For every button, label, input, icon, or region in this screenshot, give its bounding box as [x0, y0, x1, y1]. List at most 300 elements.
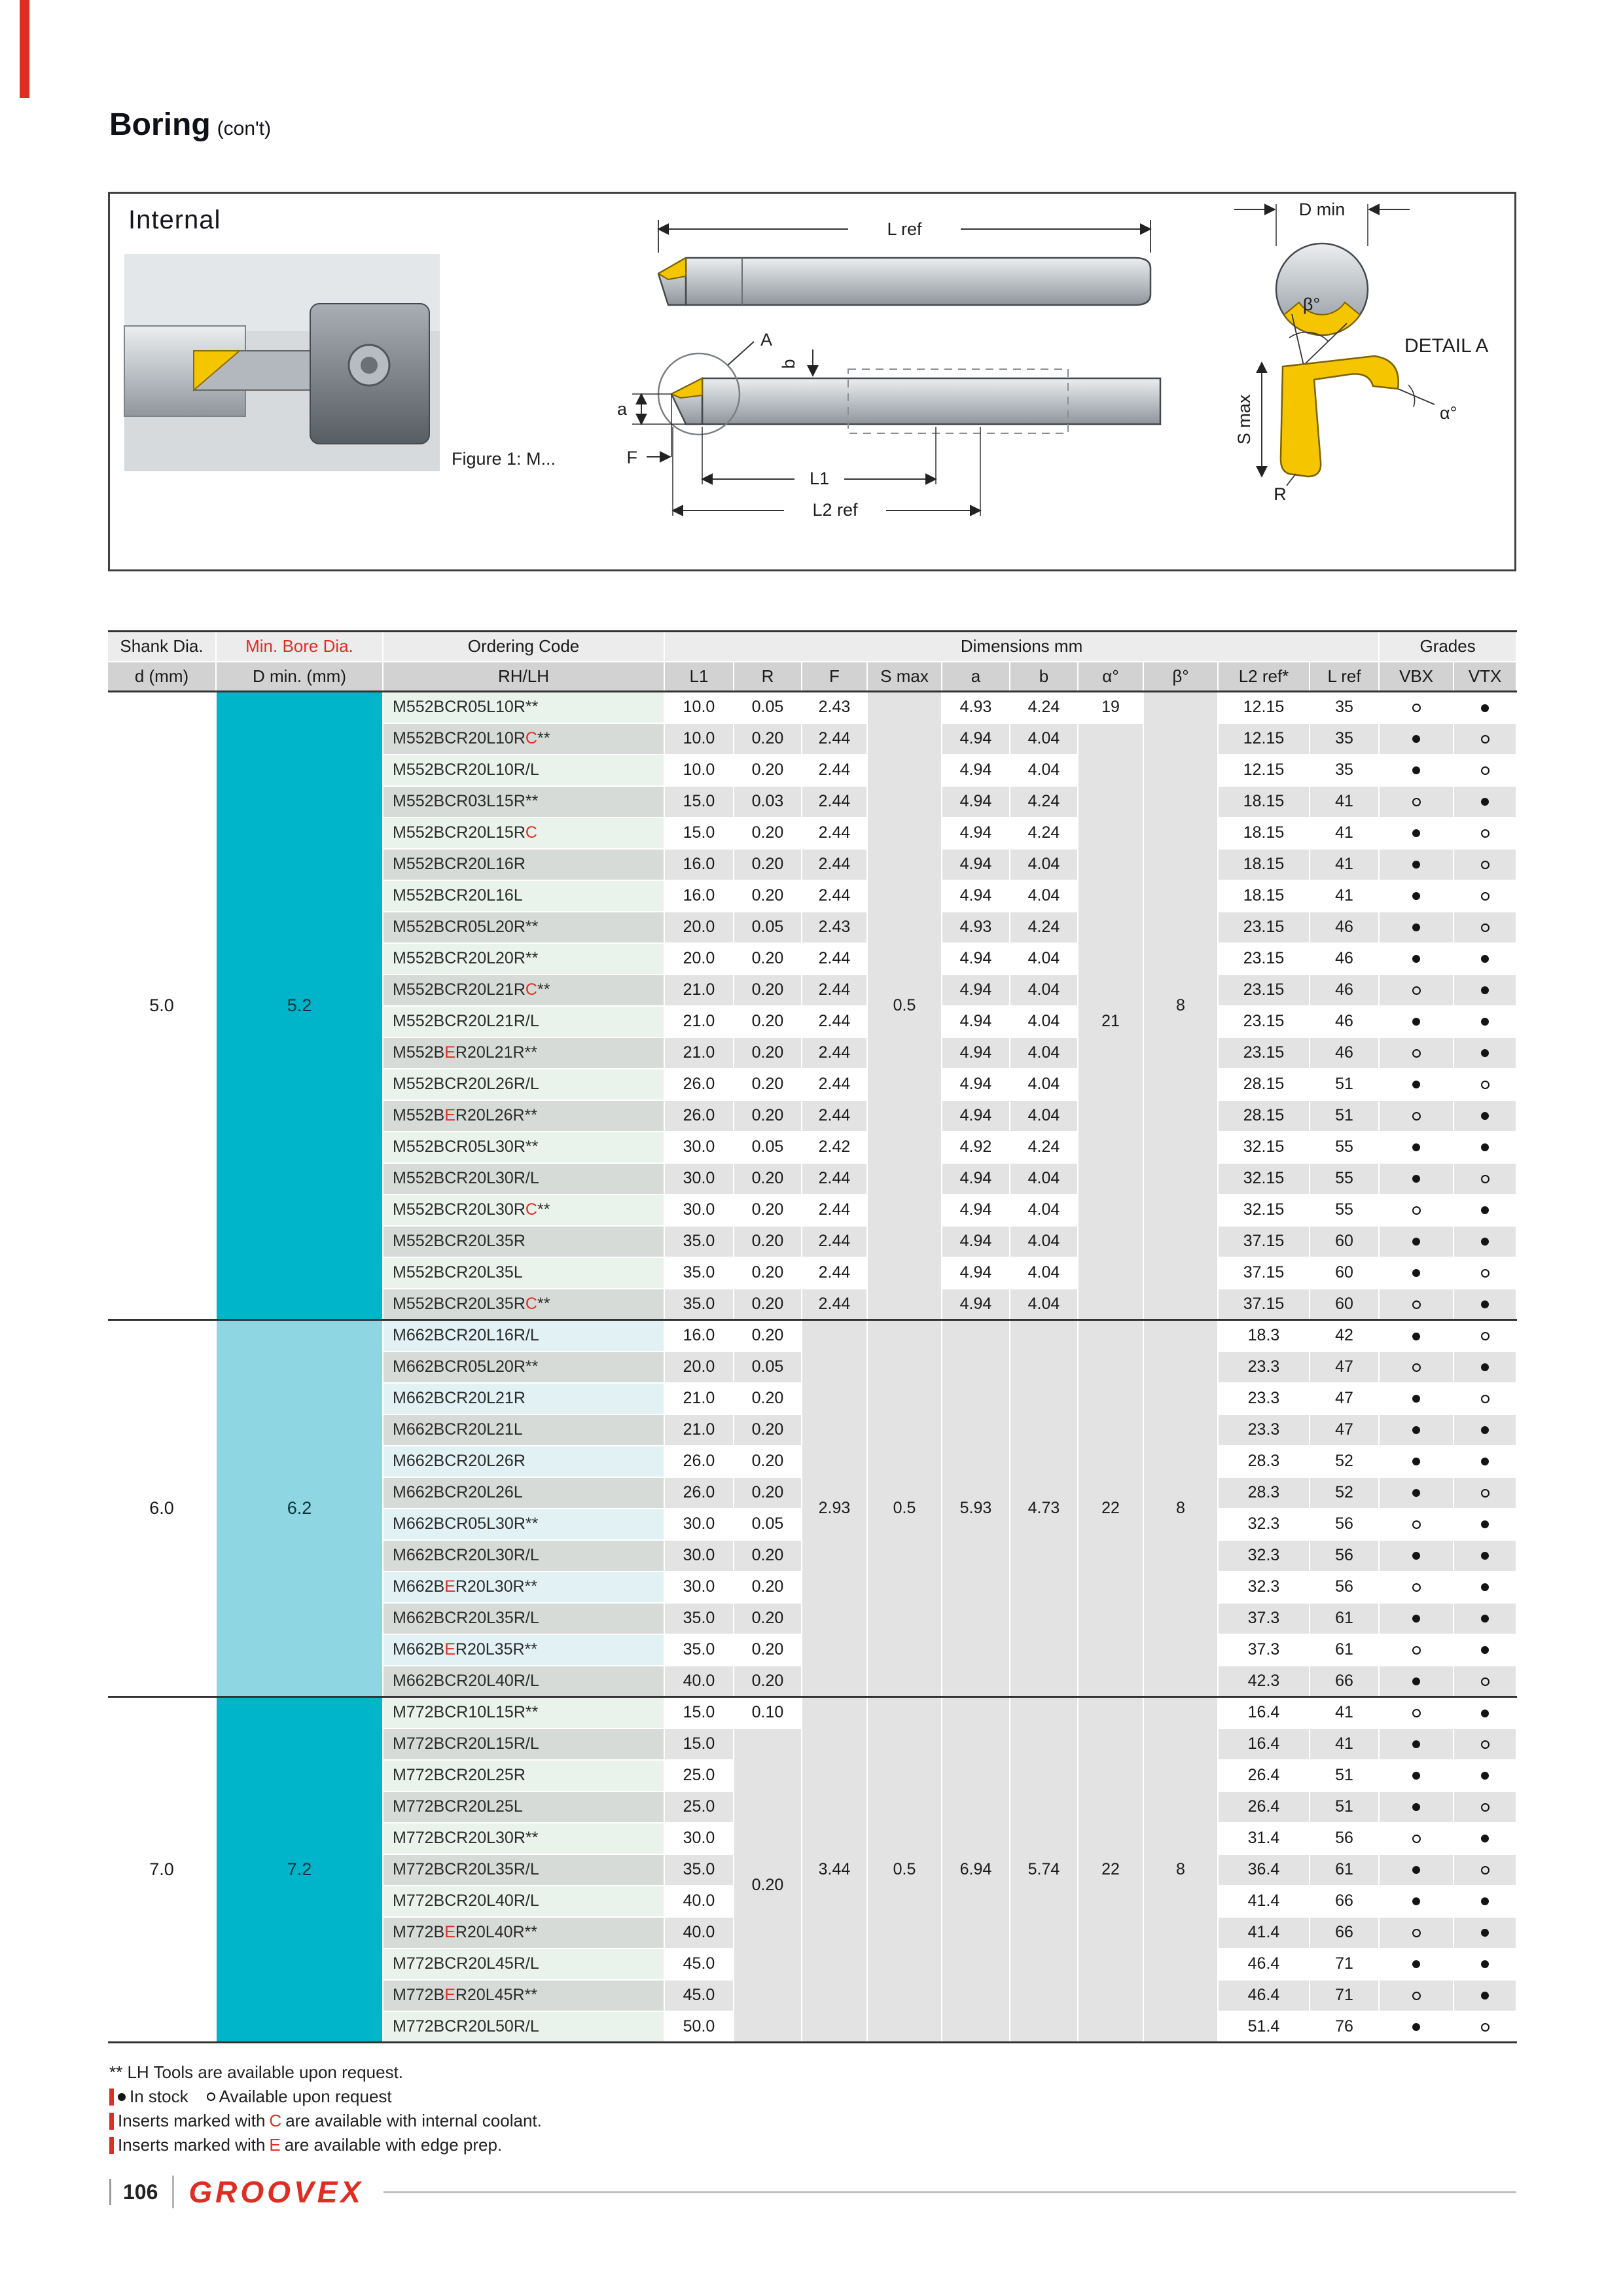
lref-cell: 71 [1310, 1980, 1379, 2011]
b-cell: 4.24 [1010, 817, 1078, 849]
vtx-grade-cell [1454, 1634, 1516, 1666]
on-request-dot [1481, 1175, 1489, 1183]
l2-cell: 26.4 [1218, 1791, 1310, 1823]
on-request-dot [1412, 1583, 1421, 1592]
code-text: ** [537, 1200, 550, 1219]
on-request-label: Available upon request [219, 2087, 392, 2106]
l2-cell: 32.15 [1218, 1163, 1310, 1194]
alpha-cell: 19 [1078, 692, 1143, 723]
on-request-dot [1481, 735, 1489, 744]
r-cell: 0.20 [734, 1571, 802, 1603]
in-stock-dot [1412, 1426, 1420, 1434]
beta-cell: 8 [1143, 1697, 1218, 2043]
alpha-cell: 22 [1078, 1697, 1143, 2043]
in-stock-dot [1412, 1960, 1420, 1968]
vbx-grade-cell [1379, 1383, 1454, 1414]
on-request-dot [1412, 1112, 1421, 1121]
ordering-code-cell [383, 1634, 664, 1666]
a-cell: 4.94 [942, 880, 1010, 912]
catalog-table-body [108, 692, 1516, 2043]
in-stock-dot [1481, 1710, 1489, 1717]
vtx-grade-cell [1454, 1948, 1516, 1980]
brand-logo: GROOVEX [188, 2175, 364, 2209]
l1-cell: 45.0 [664, 1980, 734, 2011]
in-stock-dot [1412, 829, 1420, 837]
vtx-grade-cell [1454, 1509, 1516, 1540]
figure-title: Internal [128, 206, 221, 234]
r-cell: 0.20 [734, 1634, 802, 1666]
code-text: M552BCR03L15R** [393, 792, 539, 810]
f-cell: 2.44 [802, 1037, 867, 1069]
r-cell: 0.03 [734, 786, 802, 817]
a-cell: 6.94 [942, 1697, 1010, 2043]
on-request-dot [1481, 1677, 1489, 1686]
vbx-grade-cell [1379, 1603, 1454, 1634]
a-cell: 4.94 [942, 1226, 1010, 1257]
code-text: M662BCR20L30R/L [393, 1546, 539, 1564]
l1-cell: 21.0 [664, 1383, 734, 1414]
l1-cell: 30.0 [664, 1509, 734, 1540]
vbx-grade-cell [1379, 1980, 1454, 2011]
a-cell: 4.94 [942, 1006, 1010, 1037]
lref-cell: 35 [1310, 723, 1379, 755]
beta-cell: 8 [1143, 1320, 1218, 1697]
vbx-grade-cell [1379, 1100, 1454, 1132]
col-header-d: d (mm) [108, 662, 216, 692]
red-bar [109, 2113, 114, 2130]
l1-cell: 16.0 [664, 880, 734, 912]
col-header-a: a [942, 662, 1010, 692]
a-cell: 4.94 [942, 1163, 1010, 1194]
l1-cell: 26.0 [664, 1069, 734, 1100]
b-cell: 4.04 [1010, 1163, 1078, 1194]
code-text: M552B [393, 1106, 445, 1124]
code-text: R20L21R** [455, 1043, 537, 1062]
vtx-grade-cell [1454, 1352, 1516, 1383]
code-red-char: E [444, 1986, 455, 2004]
code-text: M772BCR20L35R/L [393, 1860, 539, 1878]
l1-cell: 16.0 [664, 1320, 734, 1352]
code-text: M552B [393, 1043, 445, 1062]
l2-cell: 28.15 [1218, 1069, 1310, 1100]
in-stock-dot [1481, 1458, 1489, 1465]
ordering-code-cell [383, 1163, 664, 1194]
ordering-code-cell [383, 1980, 664, 2011]
code-text: M772BCR20L45R/L [393, 1954, 539, 1973]
note-coolant [109, 2109, 546, 2133]
ordering-code-cell [383, 1289, 664, 1320]
vbx-grade-cell [1379, 912, 1454, 943]
in-stock-dot [1412, 1803, 1420, 1811]
l1-cell: 30.0 [664, 1540, 734, 1571]
vtx-grade-cell [1454, 943, 1516, 975]
f-cell: 2.44 [802, 1100, 867, 1132]
a-cell: 4.92 [942, 1132, 1010, 1163]
lref-cell: 56 [1310, 1509, 1379, 1540]
lref-cell: 46 [1310, 1037, 1379, 1069]
footnotes [109, 2060, 546, 2157]
l2-cell: 32.3 [1218, 1540, 1310, 1571]
on-request-dot [1481, 892, 1489, 901]
vbx-grade-cell [1379, 2011, 1454, 2043]
on-request-dot [207, 2092, 215, 2101]
ordering-code-cell [383, 1414, 664, 1446]
ordering-code-cell [383, 1917, 664, 1948]
code-red-char: E [444, 1043, 455, 1062]
l2-cell: 23.3 [1218, 1383, 1310, 1414]
beta-cell: 8 [1143, 692, 1218, 1320]
b-cell: 4.04 [1010, 880, 1078, 912]
lref-cell: 35 [1310, 755, 1379, 786]
l1-cell: 50.0 [664, 2011, 734, 2043]
on-request-dot [1481, 1803, 1489, 1812]
code-text: M662B [393, 1640, 445, 1659]
vtx-grade-cell [1454, 1666, 1516, 1697]
in-stock-dot [1412, 1552, 1420, 1560]
l2-cell: 41.4 [1218, 1917, 1310, 1948]
vtx-grade-cell [1454, 1886, 1516, 1917]
on-request-dot [1412, 1835, 1421, 1843]
footer-divider [109, 2179, 111, 2205]
vtx-grade-cell [1454, 1100, 1516, 1132]
l1-cell: 35.0 [664, 1854, 734, 1886]
vbx-grade-cell [1379, 692, 1454, 723]
a-cell: 5.93 [942, 1320, 1010, 1697]
title-suffix: (con't) [217, 118, 272, 139]
ordering-code-cell [383, 1886, 664, 1917]
in-stock-dot [1481, 1615, 1489, 1623]
red-bar [109, 2089, 114, 2106]
col-header-beta: β° [1143, 662, 1218, 692]
in-stock-dot [1412, 1615, 1420, 1623]
lref-cell: 66 [1310, 1666, 1379, 1697]
code-text: M772BCR20L50R/L [393, 2017, 539, 2036]
title-main: Boring [109, 107, 211, 142]
smax-cell: 0.5 [867, 1320, 942, 1697]
f-cell: 2.44 [802, 817, 867, 849]
code-text: M552BCR20L20R** [393, 949, 539, 967]
vbx-grade-cell [1379, 786, 1454, 817]
vbx-grade-cell [1379, 1760, 1454, 1791]
code-red-char: E [444, 1640, 455, 1659]
in-stock-dot [1412, 1772, 1420, 1780]
b-cell: 4.04 [1010, 849, 1078, 880]
code-text: M772BCR20L40R/L [393, 1892, 539, 1910]
r-cell: 0.10 [734, 1697, 802, 1729]
r-cell: 0.20 [734, 1446, 802, 1477]
lref-cell: 66 [1310, 1886, 1379, 1917]
code-text: R20L40R** [455, 1923, 537, 1941]
l1-cell: 40.0 [664, 1917, 734, 1948]
r-cell: 0.20 [734, 1289, 802, 1320]
r-cell: 0.05 [734, 1352, 802, 1383]
col-group-bore: Min. Bore Dia. [216, 632, 383, 662]
a-cell: 4.94 [942, 1257, 1010, 1289]
ordering-code-cell [383, 1760, 664, 1791]
code-red-char: C [525, 823, 537, 842]
a-cell: 4.94 [942, 1037, 1010, 1069]
f-cell: 2.43 [802, 912, 867, 943]
in-stock-dot [1412, 1395, 1420, 1403]
on-request-dot [1481, 1332, 1489, 1340]
on-request-dot [1412, 1206, 1421, 1215]
r-cell: 0.20 [734, 755, 802, 786]
in-stock-dot [1412, 1866, 1420, 1874]
in-stock-dot [118, 2093, 126, 2101]
ordering-code-cell [383, 912, 664, 943]
b-cell: 4.24 [1010, 786, 1078, 817]
lref-cell: 71 [1310, 1948, 1379, 1980]
r-cell: 0.20 [734, 1540, 802, 1571]
in-stock-dot [1481, 986, 1489, 994]
in-stock-dot [1412, 892, 1420, 900]
vbx-grade-cell [1379, 1226, 1454, 1257]
on-request-dot [1481, 829, 1489, 838]
code-text: M552BCR20L30R [393, 1200, 526, 1219]
l1-cell: 15.0 [664, 1729, 734, 1760]
front-view [1234, 200, 1410, 335]
lref-cell: 52 [1310, 1477, 1379, 1509]
in-stock-dot [1412, 955, 1420, 963]
code-red-char: E [444, 1923, 455, 1941]
code-text: M772BCR20L15R/L [393, 1734, 539, 1753]
b-cell: 4.04 [1010, 1194, 1078, 1226]
code-text: M662BCR05L20R** [393, 1357, 539, 1376]
code-text: M552BCR20L16R [393, 855, 526, 873]
vtx-grade-cell [1454, 1069, 1516, 1100]
b-cell: 4.04 [1010, 1037, 1078, 1069]
ordering-code-cell [383, 849, 664, 880]
in-stock-dot [1412, 735, 1420, 743]
in-stock-dot [1412, 1489, 1420, 1497]
code-text: ** [537, 729, 550, 747]
l2-cell: 23.15 [1218, 975, 1310, 1006]
on-request-dot [1481, 2023, 1489, 2032]
shank-dia-cell: 7.0 [108, 1697, 216, 2043]
col-header-b: b [1010, 662, 1078, 692]
lref-cell: 66 [1310, 1917, 1379, 1948]
b-cell: 4.04 [1010, 1257, 1078, 1289]
vtx-grade-cell [1454, 1603, 1516, 1634]
vtx-grade-cell [1454, 1320, 1516, 1352]
vbx-grade-cell [1379, 975, 1454, 1006]
l1-cell: 21.0 [664, 1414, 734, 1446]
in-stock-dot [1481, 1238, 1489, 1246]
on-request-dot [1481, 1866, 1489, 1874]
vbx-grade-cell [1379, 1666, 1454, 1697]
lref-cell: 46 [1310, 943, 1379, 975]
on-request-dot [1412, 1929, 1421, 1937]
col-group-ordering: Ordering Code [383, 632, 664, 662]
s-max-label: S max [1234, 394, 1254, 445]
lref-cell: 41 [1310, 1729, 1379, 1760]
detail-a-label: DETAIL A [1404, 335, 1489, 357]
ordering-code-cell [383, 786, 664, 817]
ordering-code-cell [383, 1729, 664, 1760]
col-group-dimensions: Dimensions mm [664, 632, 1379, 662]
code-text: M552BCR20L35R [393, 1294, 526, 1313]
page-corner-tab [20, 0, 29, 98]
r-cell: 0.20 [734, 1069, 802, 1100]
coolant-mark: C [269, 2111, 282, 2130]
l1-cell: 45.0 [664, 1948, 734, 1980]
on-request-dot [1412, 1300, 1421, 1309]
on-request-dot [1481, 1081, 1489, 1089]
l2-cell: 12.15 [1218, 692, 1310, 723]
vtx-grade-cell [1454, 723, 1516, 755]
l1-cell: 25.0 [664, 1791, 734, 1823]
note-text: are available with edge prep. [284, 2135, 503, 2155]
vbx-grade-cell [1379, 817, 1454, 849]
vtx-grade-cell [1454, 2011, 1516, 2043]
in-stock-dot [1481, 1049, 1489, 1057]
ordering-code-cell [383, 1100, 664, 1132]
b-cell: 4.04 [1010, 943, 1078, 975]
vtx-grade-cell [1454, 1729, 1516, 1760]
f-label: F [626, 448, 637, 467]
r-cell: 0.20 [734, 1100, 802, 1132]
vbx-grade-cell [1379, 1132, 1454, 1163]
page-footer [109, 2172, 1516, 2212]
ordering-code-cell [383, 1257, 664, 1289]
in-stock-dot [1481, 1206, 1489, 1214]
vtx-grade-cell [1454, 1917, 1516, 1948]
f-cell: 2.44 [802, 849, 867, 880]
ordering-code-cell [383, 723, 664, 755]
f-cell: 2.44 [802, 1289, 867, 1320]
in-stock-dot [1481, 1772, 1489, 1780]
r-cell: 0.05 [734, 1509, 802, 1540]
lref-cell: 60 [1310, 1226, 1379, 1257]
vbx-grade-cell [1379, 1289, 1454, 1320]
in-stock-dot [1481, 1300, 1489, 1308]
vtx-grade-cell [1454, 1571, 1516, 1603]
vbx-grade-cell [1379, 1257, 1454, 1289]
l1-cell: 15.0 [664, 817, 734, 849]
figure-drawing [110, 194, 1514, 569]
in-stock-dot [1481, 1520, 1489, 1528]
r-cell: 0.05 [734, 912, 802, 943]
code-text: R20L30R** [455, 1577, 537, 1596]
l1-cell: 10.0 [664, 692, 734, 723]
vtx-grade-cell [1454, 849, 1516, 880]
in-stock-dot [1481, 1363, 1489, 1371]
code-text: M552BCR20L15R [393, 823, 526, 842]
b-cell: 4.73 [1010, 1320, 1078, 1697]
smax-cell: 0.5 [867, 692, 942, 1320]
detail-a-view [1234, 295, 1488, 504]
code-text: M552BCR05L30R** [393, 1138, 539, 1156]
vbx-grade-cell [1379, 1540, 1454, 1571]
code-text: M552BCR20L10R/L [393, 761, 539, 779]
l2-cell: 37.3 [1218, 1634, 1310, 1666]
lref-cell: 56 [1310, 1540, 1379, 1571]
col-header-vtx: VTX [1454, 662, 1516, 692]
alpha-label: α° [1440, 403, 1457, 423]
r-cell: 0.20 [734, 817, 802, 849]
on-request-dot [1412, 1363, 1421, 1372]
on-request-dot [1481, 924, 1489, 932]
in-stock-dot [1412, 924, 1420, 931]
b-cell: 4.04 [1010, 975, 1078, 1006]
l2-cell: 31.4 [1218, 1823, 1310, 1854]
smax-cell: 0.5 [867, 1697, 942, 2043]
lref-cell: 52 [1310, 1446, 1379, 1477]
f-cell: 2.44 [802, 1194, 867, 1226]
l1-cell: 21.0 [664, 975, 734, 1006]
on-request-dot [1481, 861, 1489, 869]
l2-cell: 23.15 [1218, 1006, 1310, 1037]
vbx-grade-cell [1379, 1634, 1454, 1666]
footer-divider [172, 2176, 174, 2208]
vbx-grade-cell [1379, 1414, 1454, 1446]
a-cell: 4.94 [942, 1289, 1010, 1320]
a-cell: 4.94 [942, 975, 1010, 1006]
code-text: R20L26R** [455, 1106, 537, 1124]
code-red-char: C [525, 729, 537, 747]
l1-cell: 40.0 [664, 1886, 734, 1917]
in-stock-dot [1412, 1143, 1420, 1151]
r-cell: 0.20 [734, 975, 802, 1006]
lref-cell: 61 [1310, 1603, 1379, 1634]
a-cell: 4.94 [942, 849, 1010, 880]
in-stock-dot [1412, 1238, 1420, 1246]
a-cell: 4.93 [942, 692, 1010, 723]
code-text: R20L35R** [455, 1640, 537, 1659]
r-cell: 0.20 [734, 1006, 802, 1037]
l1-cell: 20.0 [664, 943, 734, 975]
lref-cell: 61 [1310, 1634, 1379, 1666]
ordering-code-cell [383, 1666, 664, 1697]
code-text: M662BCR20L21R [393, 1389, 526, 1407]
page-title [109, 107, 271, 143]
vbx-grade-cell [1379, 943, 1454, 975]
on-request-dot [1412, 1520, 1421, 1529]
in-stock-dot [1412, 1458, 1420, 1465]
vtx-grade-cell [1454, 1980, 1516, 2011]
r-cell: 0.05 [734, 692, 802, 723]
vtx-grade-cell [1454, 1823, 1516, 1854]
on-request-dot [1481, 1395, 1489, 1403]
red-bar [109, 2137, 114, 2154]
ordering-code-cell [383, 1226, 664, 1257]
code-text: M552BCR20L10R [393, 729, 526, 747]
f-cell: 2.44 [802, 1006, 867, 1037]
l2-cell: 16.4 [1218, 1697, 1310, 1729]
vtx-grade-cell [1454, 1006, 1516, 1037]
col-header-vbx: VBX [1379, 662, 1454, 692]
col-header-alpha: α° [1078, 662, 1143, 692]
vtx-grade-cell [1454, 1540, 1516, 1571]
l2-cell: 32.15 [1218, 1132, 1310, 1163]
on-request-dot [1412, 1709, 1421, 1717]
in-stock-dot [1412, 766, 1420, 774]
l2-cell: 32.3 [1218, 1509, 1310, 1540]
vbx-grade-cell [1379, 880, 1454, 912]
code-red-char: C [525, 1294, 537, 1313]
lref-cell: 47 [1310, 1352, 1379, 1383]
alpha-cell: 21 [1078, 723, 1143, 1320]
l2-cell: 32.3 [1218, 1571, 1310, 1603]
ordering-code-cell [383, 1352, 664, 1383]
note-text: Inserts marked with [118, 2111, 266, 2130]
l2-cell: 28.3 [1218, 1446, 1310, 1477]
r-cell: 0.20 [734, 1257, 802, 1289]
r-cell: 0.20 [734, 943, 802, 975]
code-red-char: C [525, 1200, 537, 1219]
r-cell: 0.20 [734, 723, 802, 755]
vtx-grade-cell [1454, 1854, 1516, 1886]
